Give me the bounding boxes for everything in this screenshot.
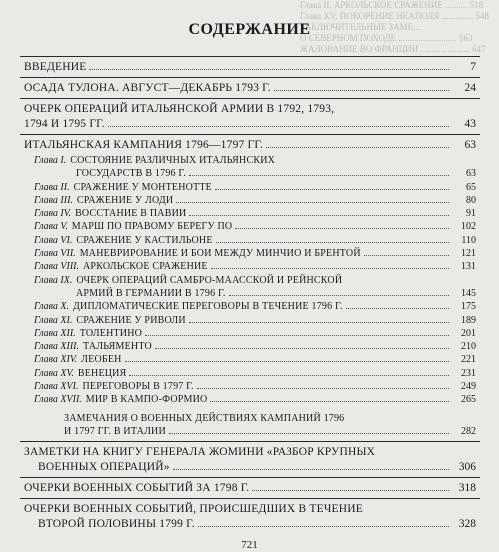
dot-leader [189,322,449,323]
ghost-line: Глава II. АРКОЛЬСКОЕ СРАЖЕНИЕ .......... 518 [300,0,484,10]
toc-entry-toulon [20,78,480,98]
page-ref: 189 [461,314,476,326]
chapter-title: АРКОЛЬСКОЕ СРАЖЕНИЕ [83,261,208,273]
page-ref: 43 [464,118,476,130]
dot-leader [189,215,449,216]
ghost-line: ЖАЛОВАНИЕ ВО ФРАНЦИИ ...................... 647 [300,44,486,54]
chapter-entry [20,234,480,247]
entry-title: ВВЕДЕНИЕ [24,61,87,73]
entry-title-line1: ОЧЕРК ОПЕРАЦИЙ ИТАЛЬЯНСКОЙ АРМИИ В 1792, 1793, [24,103,335,115]
entry-title: ОСАДА ТУЛОНА. АВГУСТ—ДЕКАБРЬ 1793 Г. [24,82,271,94]
chapter-entry [20,220,480,233]
toc-entry-italian-army [20,99,480,134]
chapter-title: ТОЛЕНТИНО [79,327,143,339]
chapter-title: ЛЕОБЕН [81,354,122,366]
chapter-number: Глава IX. [34,274,73,286]
chapter-title: МАРШ ПО ПРАВОМУ БЕРЕГУ ПО [71,221,233,233]
page-ref: 121 [461,248,476,260]
ghost-line: Глава XV. ПОКОРЕНИЕ НЕАПОЛЯ .............. 548 [300,11,489,21]
chapter-title: СРАЖЕНИЕ У РИВОЛИ [76,314,186,326]
chapter-title: ТАЛЬЯМЕНТО [83,341,152,353]
chapter-title: МИР В КАМПО-ФОРМИО [85,394,208,406]
entry-title-line2: И 1797 ГГ. В ИТАЛИИ [64,425,166,437]
toc-entry-introduction [20,57,480,77]
chapter-title: ДИПЛОМАТИЧЕСКИЕ ПЕРЕГОВОРЫ В ТЕЧЕНИЕ 1796 Г. [73,301,343,313]
chapter-number: Глава III. [34,194,73,206]
entry-title-line1: ЗАМЕЧАНИЯ О ВОЕННЫХ ДЕЙСТВИЯХ КАМПАНИЙ 1796 [64,412,345,424]
dot-leader [197,388,449,389]
dot-leader [129,375,449,376]
chapter-number: Глава VIII. [34,261,80,273]
chapter-title-line2: ГОСУДАРСТВ В 1796 Г. [76,168,186,180]
toc-entry-jomini [20,442,480,477]
page-ref: 91 [466,208,476,220]
page-ref: 175 [461,301,476,313]
entry-title: ИТАЛЬЯНСКАЯ КАМПАНИЯ 1796—1797 ГГ. [24,139,264,151]
ghost-line: О СЕВЕРНОМ ПОХОДЕ .......................... 563 [300,33,473,43]
dot-leader [229,295,449,296]
entry-title-line1: ЗАМЕТКИ НА КНИГУ ГЕНЕРАЛА ЖОМИНИ «РАЗБОР КРУПНЫХ [24,446,376,459]
chapter-entry [20,367,480,380]
ghost-line: ЗАКЛЮЧИТЕЛЬНЫЕ ЗАМЕ... [300,22,420,32]
page-ref: 282 [461,425,476,437]
page-ref: 265 [461,394,476,406]
dot-leader [169,433,449,434]
chapter-entry [20,181,480,194]
dot-leader [108,126,449,127]
page-ref: 110 [461,234,476,246]
page-ref: 210 [461,341,476,353]
chapter-number: Глава XI. [34,314,73,326]
chapter-entry [20,207,480,220]
page-ref: 102 [461,221,476,233]
chapter-title-line1: ОЧЕРК ОПЕРАЦИЙ САМБРО-МААССКОЙ И РЕЙНСКОЙ [76,274,343,286]
page-ref: 80 [466,194,476,206]
dot-leader [364,255,449,256]
chapter-number: Глава XIV. [34,354,78,366]
page-ref: 318 [458,482,476,495]
dot-leader [155,348,449,349]
chapter-number: Глава IV. [34,208,72,220]
entry-title-line2: ВТОРОЙ ПОЛОВИНЫ 1799 Г. [38,518,195,531]
page-ref: 231 [461,367,476,379]
page-ref: 65 [466,181,476,193]
page-ref: 24 [464,82,476,94]
chapter-entry [20,380,480,393]
dot-leader [235,228,449,229]
page-ref: 201 [461,327,476,339]
page-number: 721 [241,539,258,551]
dot-leader [189,175,449,176]
page-ref: 145 [461,287,476,299]
page-ref: 306 [458,461,476,474]
dot-leader [216,242,449,243]
page-ref: 249 [461,381,476,393]
chapter-title: СРАЖЕНИЕ У МОНТЕНОТТЕ [73,181,212,193]
page-ref: 63 [466,168,476,180]
chapter-title: ПЕРЕГОВОРЫ В 1797 Г. [82,381,194,393]
toc-entry-italian-campaign [20,135,480,154]
chapter-entry [20,353,480,366]
chapter-title: МАНЕВРИРОВАНИЕ И БОИ МЕЖДУ МИНЧИО И БРЕНТОЙ [79,248,361,260]
dot-leader [215,189,449,190]
chapter-entry [20,327,480,340]
chapter-entry [20,300,480,313]
chapter-entry [20,260,480,273]
dot-leader [198,526,449,527]
page-ref: 328 [458,518,476,531]
chapter-title: СРАЖЕНИЕ У ЛОДИ [76,194,174,206]
toc-entry-1798 [20,478,480,498]
dot-leader [274,90,449,91]
chapter-title-line1: СОСТОЯНИЕ РАЗЛИЧНЫХ ИТАЛЬЯНСКИХ [70,155,276,166]
entry-title-line2: 1794 И 1795 ГГ. [24,118,105,130]
dot-leader [125,361,449,362]
chapter-entry [20,314,480,327]
dot-leader [210,401,449,402]
chapter-number: Глава XVI. [34,381,79,393]
toc-entry-1799 [20,499,480,534]
chapter-entry [20,393,480,406]
dot-leader [266,147,449,148]
chapter-number: Глава XIII. [34,341,80,353]
chapter-title: ВОССТАНИЕ В ПАВИИ [75,208,187,220]
entry-title-line1: ОЧЕРКИ ВОЕННЫХ СОБЫТИЙ, ПРОИСШЕДШИХ В ТЕЧЕНИЕ [24,503,363,516]
page-ref: 221 [461,354,476,366]
chapter-number: Глава V. [34,221,68,233]
chapter-entry [20,340,480,353]
chapter-title: ВЕНЕЦИЯ [77,367,127,379]
chapter-title-line2: АРМИЙ В ГЕРМАНИИ В 1796 Г. [76,287,226,299]
chapter-number: Глава XII. [34,327,76,339]
page-title: СОДЕРЖАНИЕ [188,21,311,38]
chapter-number: Глава X. [34,301,70,313]
table-of-contents [20,56,480,534]
dot-leader [89,69,449,70]
entry-title-line2: ВОЕННЫХ ОПЕРАЦИЙ» [38,461,170,474]
page-ref: 63 [464,139,476,151]
chapter-number: Глава I. [34,155,67,166]
toc-entry-remarks [20,407,480,442]
page-ref: 7 [470,61,476,73]
chapter-entry [20,194,480,207]
chapter-number: Глава VI. [34,234,73,246]
chapter-number: Глава II. [34,181,70,193]
dot-leader [252,490,449,491]
dot-leader [173,469,449,470]
chapter-number: Глава XV. [34,367,74,379]
dot-leader [145,335,449,336]
chapter-number: Глава VII. [34,248,76,260]
page-ref: 131 [461,261,476,273]
entry-title: ОЧЕРКИ ВОЕННЫХ СОБЫТИЙ ЗА 1798 Г. [24,482,250,495]
dot-leader [176,202,449,203]
chapter-number: Глава XVII. [34,394,82,406]
dot-leader [211,268,449,269]
chapter-entry [20,154,480,181]
chapter-entry [20,274,480,301]
chapter-title: СРАЖЕНИЕ У КАСТИЛЬОНЕ [76,234,213,246]
dot-leader [346,308,449,309]
chapter-entry [20,247,480,260]
